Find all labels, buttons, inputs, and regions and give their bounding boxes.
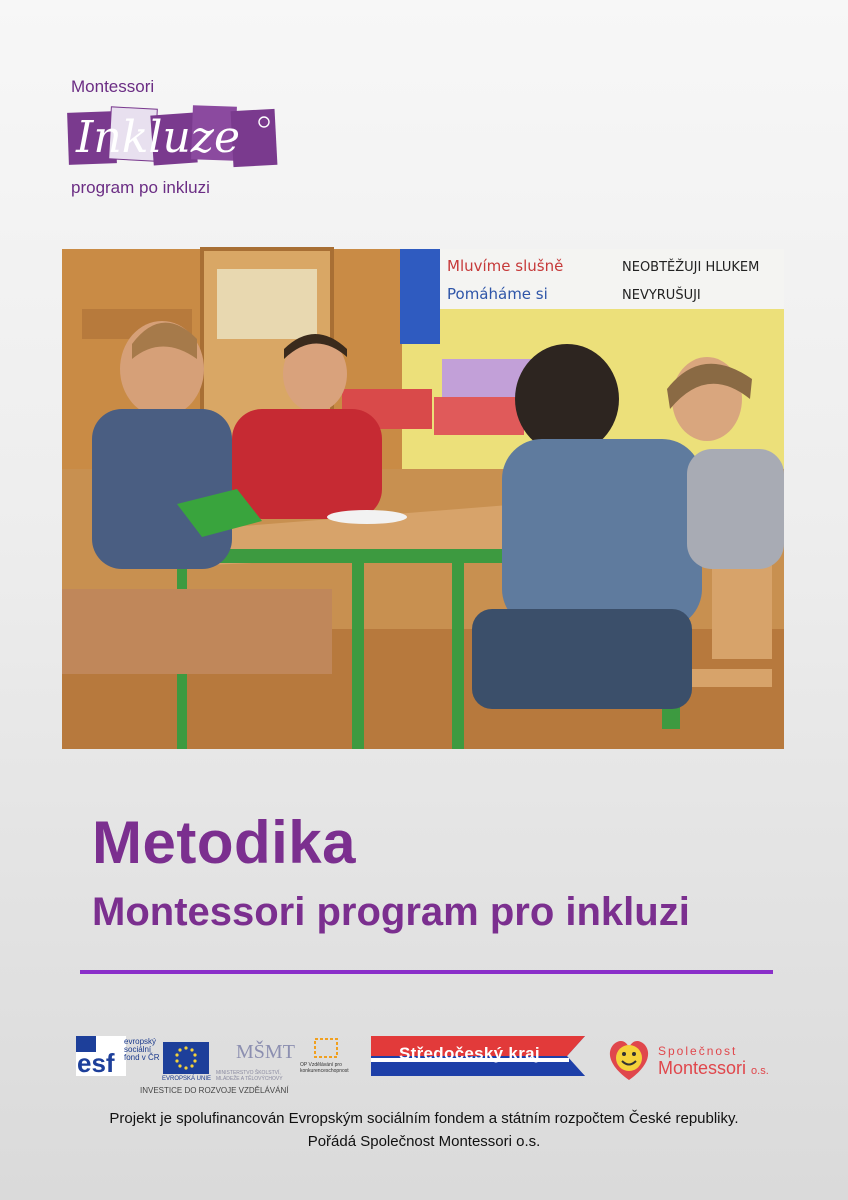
logo-caption-bottom: program po inkluzi (71, 178, 210, 197)
esf-text-2: sociální (124, 1045, 152, 1054)
msmt-label: MINISTERSTVO ŠKOLSTVÍ, MLÁDEŽE A TĚLOVÝCHOVY (216, 1070, 283, 1082)
spolecnost-montessori-logo (604, 1034, 784, 1084)
partner-logos (0, 1030, 848, 1100)
divider-rule (80, 970, 773, 974)
document-title: Metodika (92, 809, 357, 876)
spolecnost-bottom: Montessori (658, 1058, 747, 1078)
op-logo (300, 1036, 360, 1076)
msmt-icon (236, 1036, 295, 1066)
esf-icon (76, 1036, 126, 1076)
footer-funding-text: Projekt je spolufinancován Evropským sociálním fondem a státním rozpočtem České republiky. (109, 1110, 739, 1127)
classroom-photo (62, 249, 784, 749)
op-icon (312, 1036, 342, 1060)
document-subtitle: Montessori program pro inkluzi (92, 890, 690, 934)
inkluze-logo (66, 104, 280, 172)
esf-text-3: fond v ČR (124, 1053, 160, 1062)
invest-label: INVESTICE DO ROZVOJE VZDĚLÁVÁNÍ (140, 1086, 289, 1095)
footer-organizer-text: Pořádá Společnost Montessori o.s. (307, 1133, 541, 1150)
svg-text:MŠMT: MŠMT (236, 1041, 295, 1063)
stredocesky-label: Středočeský kraj (399, 1044, 540, 1063)
logo-caption-top: Montessori (71, 77, 155, 96)
esf-text-1: evropský (124, 1037, 157, 1046)
eu-label: EVROPSKÁ UNIE (162, 1076, 212, 1082)
esf-logo-group (76, 1036, 296, 1094)
board-line-3: NEOBTĚŽUJI HLUKEM (622, 260, 760, 275)
board-line-4: NEVYRUŠUJI (622, 288, 701, 303)
stredocesky-kraj-logo (371, 1036, 585, 1076)
board-line-2: Pomáháme si (447, 285, 548, 303)
esf-big: esf (77, 1048, 115, 1078)
op-label: OP Vzdělávání pro konkurenceschopnost (300, 1062, 349, 1074)
logo-word: Inkluze (76, 112, 241, 163)
spolecnost-os: o.s. (751, 1065, 769, 1077)
spolecnost-top: Společnost (658, 1044, 738, 1058)
heart-smiley-icon (604, 1034, 654, 1084)
board-line-1: Mluvíme slušně (447, 257, 564, 275)
eu-flag-icon (163, 1042, 209, 1074)
